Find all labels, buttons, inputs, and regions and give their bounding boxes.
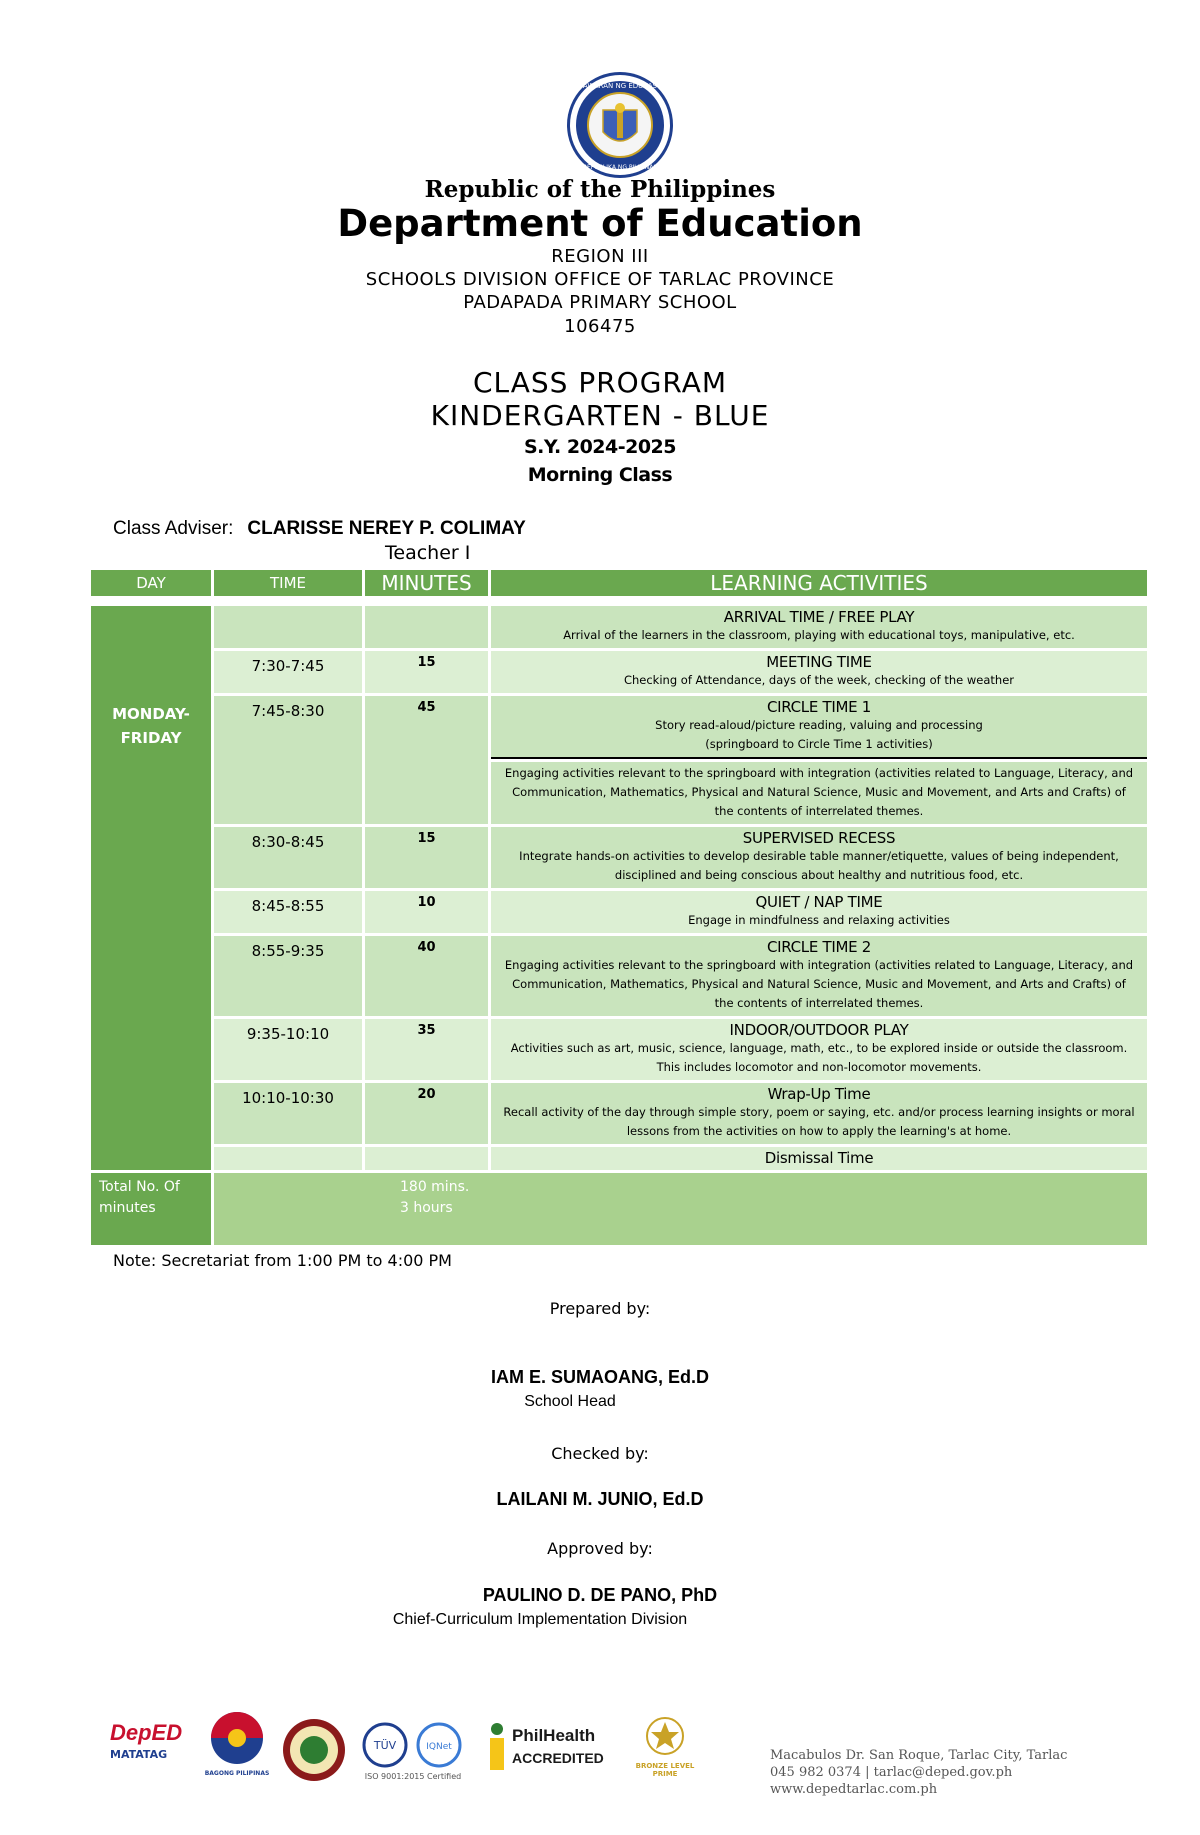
time-cell: 10:10-10:30 — [214, 1083, 362, 1144]
bagong-pilipinas-text: BAGONG PILIPINAS — [204, 1770, 270, 1777]
header-day: DAY — [91, 570, 211, 596]
deped-wordmark: DepED — [110, 1720, 183, 1745]
svg-text:IQNet: IQNet — [426, 1742, 452, 1752]
activity-cell — [491, 651, 1147, 693]
minutes-cell: 40 — [365, 936, 488, 1016]
adviser-label: Class Adviser: — [113, 518, 234, 539]
time-cell: 8:45-8:55 — [214, 891, 362, 933]
table-row — [91, 606, 1147, 648]
checked-name: LAILANI M. JUNIO, Ed.D — [496, 1489, 704, 1509]
svg-text:KAGAWARAN NG EDUKASYON: KAGAWARAN NG EDUKASYON — [568, 82, 672, 90]
philhealth-text: PhilHealth — [512, 1726, 596, 1745]
note-text: Note: Secretariat from 1:00 PM to 4:00 PM — [113, 1251, 452, 1270]
bagong-pilipinas-logo — [202, 1710, 272, 1790]
activity-title: INDOOR/OUTDOOR PLAY — [729, 1021, 909, 1039]
time-cell — [214, 606, 362, 648]
adviser-name: CLARISSE NEREY P. COLIMAY — [247, 518, 526, 539]
time-cell: 7:30-7:45 — [214, 651, 362, 693]
republic-heading: Republic of the Philippines — [424, 176, 776, 203]
prepared-label: Prepared by: — [549, 1299, 651, 1318]
minutes-cell: 35 — [365, 1019, 488, 1080]
activity-cell — [491, 936, 1147, 1016]
svg-text:TÜV: TÜV — [373, 1739, 397, 1752]
minutes-cell: 45 — [365, 696, 488, 824]
total-hours: 3 hours — [400, 1200, 453, 1216]
header-activities: LEARNING ACTIVITIES — [491, 570, 1147, 596]
approved-role: Chief-Curriculum Implementation Division — [392, 1611, 688, 1628]
activity-desc: Activities such as art, music, science, language, math, etc., to be explored inside or outside the classroom. This includes locomotor and non-locomotor movements. — [510, 1041, 1128, 1074]
activity-title: ARRIVAL TIME / FREE PLAY — [723, 608, 915, 626]
day-cell — [91, 606, 211, 1170]
activity-desc: Engage in mindfulness and relaxing activities — [688, 913, 950, 927]
matatag-wordmark: MATATAG — [110, 1748, 168, 1761]
deped-seal — [565, 70, 675, 180]
table-row — [91, 891, 1147, 933]
time-cell: 8:55-9:35 — [214, 936, 362, 1016]
activity-cell — [491, 891, 1147, 933]
time-cell — [214, 1147, 362, 1170]
minutes-cell: 10 — [365, 891, 488, 933]
activity-desc: Recall activity of the day through simple story, poem or saying, etc. and/or process learning insights or moral lessons from the activities on how to apply the learning's at home. — [503, 1105, 1135, 1138]
minutes-cell — [365, 606, 488, 648]
activity-title: CIRCLE TIME 2 — [766, 938, 872, 956]
table-row — [91, 696, 1147, 759]
section-title: KINDERGARTEN - BLUE — [430, 399, 770, 432]
activity-title: SUPERVISED RECESS — [742, 829, 896, 847]
footer-phone-email: 045 982 0374 | tarlac@deped.gov.ph — [770, 1765, 1013, 1780]
division-seal-logo — [282, 1718, 346, 1786]
activity-cell — [491, 762, 1147, 824]
total-label: Total No. Of minutes — [91, 1173, 211, 1245]
activity-cell — [491, 696, 1147, 759]
iso-logos — [358, 1722, 468, 1781]
activity-desc: Engaging activities relevant to the springboard with integration (activities related to Language, Literacy, and Communication, Mathematics, Physical and Natural Science, Music and Movement, and Arts and Crafts) of the contents of interrelated themes. — [504, 766, 1134, 818]
activity-desc: Arrival of the learners in the classroom, playing with educational toys, manipulative, etc. — [563, 628, 1075, 642]
activity-desc: Engaging activities relevant to the springboard with integration (activities related to Language, Literacy, and Communication, Mathematics, Physical and Natural Science, Music and Movement, and Arts and Crafts) of the contents of interrelated themes. — [504, 958, 1134, 1010]
activity-cell — [491, 1147, 1147, 1170]
activity-title: QUIET / NAP TIME — [755, 893, 883, 911]
department-heading: Department of Education — [337, 202, 863, 245]
footer-address: Macabulos Dr. San Roque, Tarlac City, Tarlac — [770, 1748, 1068, 1763]
header-time: TIME — [214, 570, 362, 596]
approved-label: Approved by: — [547, 1539, 653, 1558]
total-minutes: 180 mins. — [400, 1179, 470, 1195]
minutes-cell: 15 — [365, 651, 488, 693]
table-header-row — [91, 570, 1147, 596]
footer-logos — [110, 1710, 730, 1790]
activity-desc: Integrate hands-on activities to develop desirable table manner/etiquette, values of being independent, disciplined and being conscious about healthy and nutritious food, etc. — [519, 849, 1119, 882]
footer-website: www.depedtarlac.com.ph — [770, 1782, 938, 1797]
deped-matatag-logo — [110, 1720, 190, 1780]
table-row — [91, 827, 1147, 888]
class-program-table — [88, 567, 1150, 1248]
iso-certified-text: ISO 9001:2015 Certified — [364, 1772, 462, 1781]
table-row — [91, 936, 1147, 1016]
total-value-cell — [214, 1173, 1147, 1245]
adviser-position: Teacher I — [385, 542, 471, 564]
activity-title: Wrap-Up Time — [767, 1085, 871, 1103]
region-text: REGION III — [551, 246, 649, 267]
minutes-cell: 20 — [365, 1083, 488, 1144]
approved-name: PAULINO D. DE PANO, PhD — [482, 1585, 718, 1605]
session-label: Morning Class — [527, 464, 673, 486]
table-row — [91, 1147, 1147, 1170]
svg-text:REPUBLIKA NG PILIPINAS: REPUBLIKA NG PILIPINAS — [582, 164, 658, 171]
activity-title: Dismissal Time — [764, 1149, 874, 1167]
school-name: PADAPADA PRIMARY SCHOOL — [463, 292, 737, 313]
school-id: 106475 — [564, 316, 636, 337]
day-label: MONDAY- FRIDAY — [112, 705, 190, 747]
header-minutes: MINUTES — [365, 570, 488, 596]
prepared-name: IAM E. SUMAOANG, Ed.D — [490, 1367, 709, 1387]
activity-cell — [491, 1019, 1147, 1080]
table-row — [91, 1083, 1147, 1144]
time-cell: 7:45-8:30 — [214, 696, 362, 824]
activity-cell — [491, 606, 1147, 648]
table-row — [91, 651, 1147, 693]
prepared-role: School Head — [524, 1393, 616, 1410]
prime-text: BRONZE LEVEL PRIME — [635, 1762, 695, 1778]
total-row — [91, 1173, 1147, 1245]
activity-cell — [491, 1083, 1147, 1144]
time-cell: 9:35-10:10 — [214, 1019, 362, 1080]
checked-label: Checked by: — [551, 1444, 649, 1463]
adviser-line — [113, 517, 526, 540]
activity-desc: Checking of Attendance, days of the week, checking of the weather — [623, 673, 1015, 687]
minutes-cell — [365, 1147, 488, 1170]
class-program-title: CLASS PROGRAM — [472, 366, 728, 399]
table-row — [91, 1019, 1147, 1080]
activity-cell — [491, 827, 1147, 888]
activity-title: MEETING TIME — [766, 653, 872, 671]
footer-contact — [770, 1747, 1067, 1798]
activity-title: CIRCLE TIME 1 — [766, 698, 872, 716]
minutes-cell: 15 — [365, 827, 488, 888]
division-text: SCHOOLS DIVISION OFFICE OF TARLAC PROVINCE — [365, 269, 835, 290]
prime-award-logo — [630, 1714, 700, 1778]
accredited-text: ACCREDITED — [512, 1750, 604, 1766]
activity-desc: Story read-aloud/picture reading, valuing and processing (springboard to Circle Time 1 activities) — [655, 718, 983, 751]
school-year: S.Y. 2024-2025 — [524, 436, 676, 458]
time-cell: 8:30-8:45 — [214, 827, 362, 888]
